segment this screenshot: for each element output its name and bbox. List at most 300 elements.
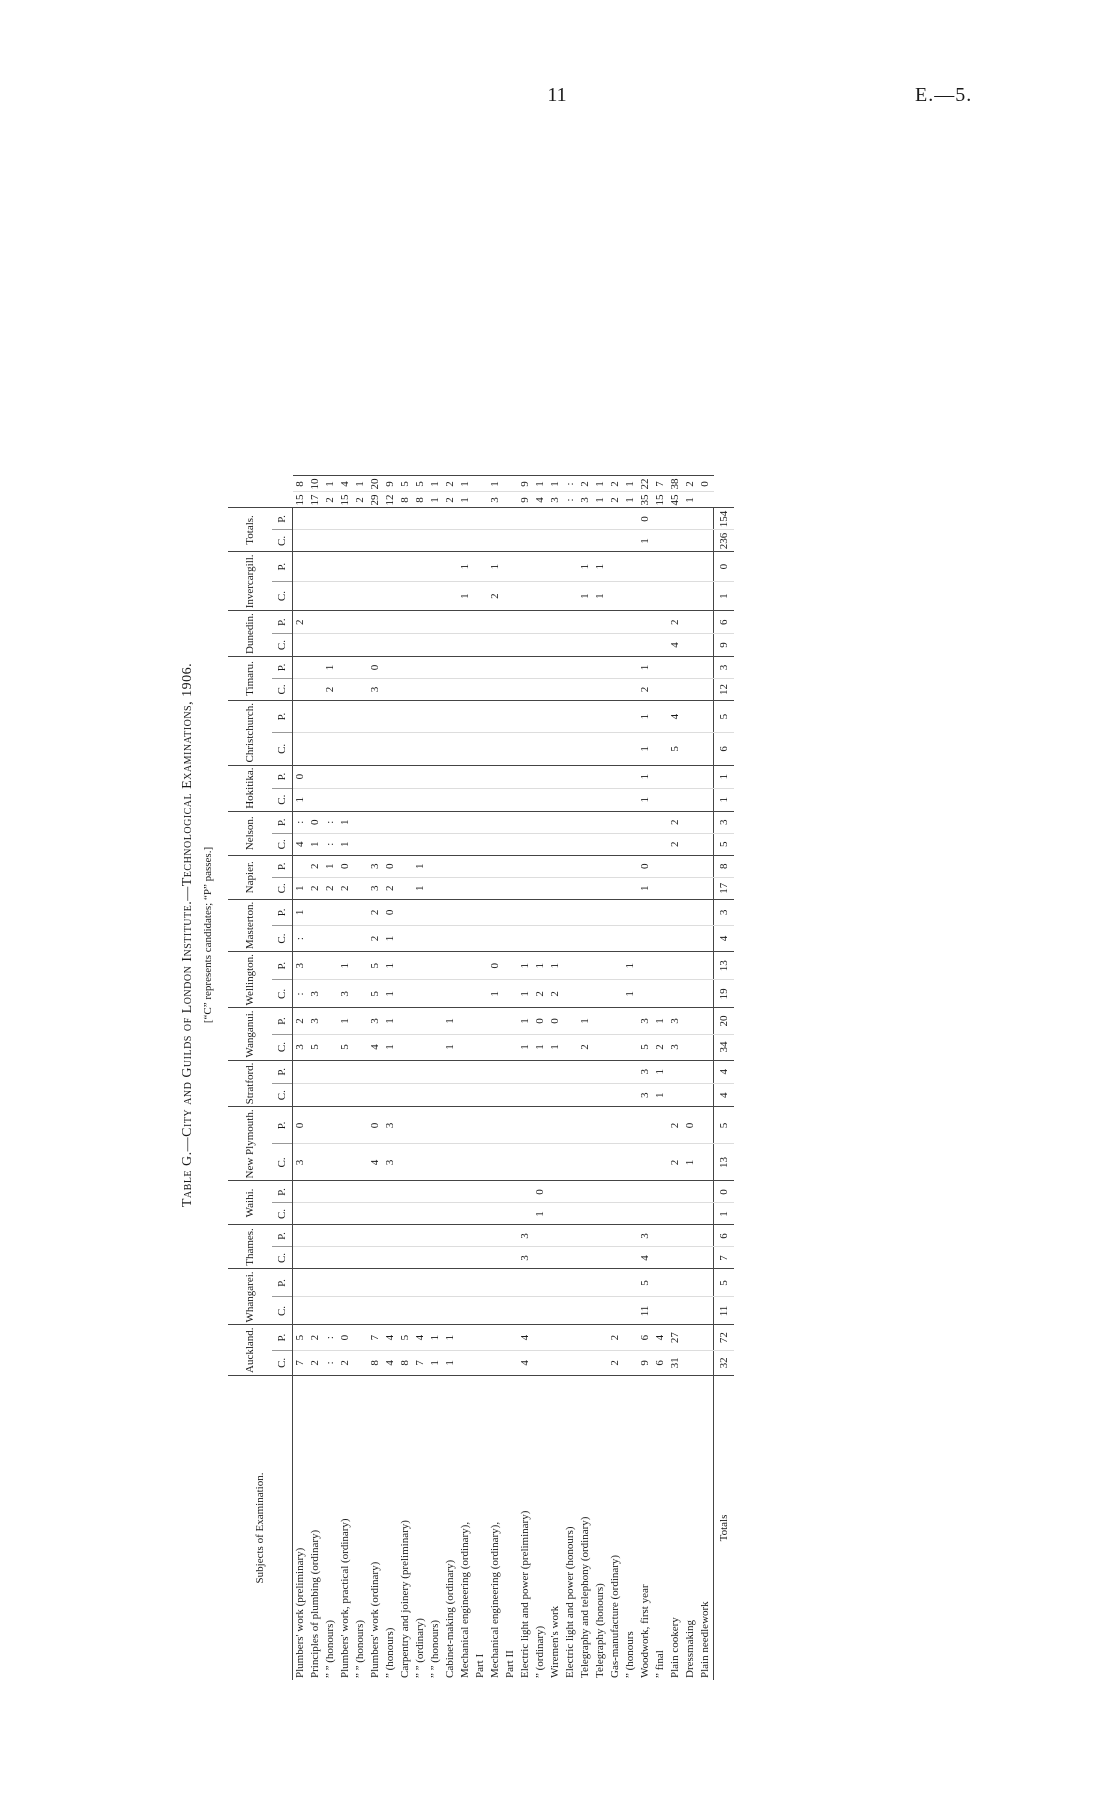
value-cell: 0 — [698, 476, 714, 492]
value-cell — [383, 1060, 398, 1083]
value-cell — [563, 1144, 578, 1181]
value-cell — [488, 855, 503, 877]
value-cell: 35 — [638, 492, 653, 508]
candidates-header: C. — [272, 925, 293, 951]
value-cell — [473, 952, 488, 980]
value-cell: 3 — [383, 1144, 398, 1181]
value-cell — [623, 1084, 638, 1107]
value-cell: 3 — [638, 1008, 653, 1034]
value-cell — [488, 1269, 503, 1297]
value-cell — [593, 1060, 608, 1083]
value-cell: 15 — [653, 492, 668, 508]
value-cell: 6 — [638, 1325, 653, 1350]
value-cell: 2 — [323, 492, 338, 508]
value-cell — [293, 678, 309, 700]
value-cell — [683, 1269, 698, 1297]
value-cell — [503, 1060, 518, 1083]
value-cell — [488, 530, 503, 552]
value-cell — [308, 1084, 323, 1107]
value-cell: 1 — [623, 492, 638, 508]
value-cell — [518, 700, 533, 732]
value-cell — [293, 1181, 309, 1203]
value-cell — [488, 1247, 503, 1269]
value-cell — [323, 952, 338, 980]
value-cell — [653, 925, 668, 951]
value-cell — [503, 1325, 518, 1350]
value-cell — [533, 788, 548, 811]
value-cell — [698, 530, 714, 552]
value-cell — [428, 678, 443, 700]
value-cell — [683, 1181, 698, 1203]
value-cell — [383, 611, 398, 634]
value-cell — [353, 1203, 368, 1225]
value-cell — [413, 733, 428, 765]
value-cell — [293, 530, 309, 552]
value-cell — [503, 1107, 518, 1144]
value-cell — [593, 765, 608, 788]
value-cell — [518, 634, 533, 657]
value-cell: 2 — [608, 492, 623, 508]
table-row — [623, 476, 638, 1680]
value-cell — [623, 1269, 638, 1297]
value-cell — [683, 788, 698, 811]
value-cell: 9 — [383, 476, 398, 492]
value-cell — [338, 925, 353, 951]
value-cell — [473, 899, 488, 925]
value-cell — [308, 700, 323, 732]
value-cell — [518, 855, 533, 877]
subject-cell: Electric light and power (preliminary) — [518, 1376, 533, 1681]
value-cell: 1 — [443, 1325, 458, 1350]
value-cell — [473, 492, 488, 508]
value-cell — [473, 1269, 488, 1297]
value-cell — [563, 700, 578, 732]
value-cell — [428, 1203, 443, 1225]
value-cell — [548, 1269, 563, 1297]
value-cell — [368, 833, 383, 855]
value-cell — [368, 765, 383, 788]
value-cell — [698, 1008, 714, 1034]
value-cell — [323, 1107, 338, 1144]
value-cell — [458, 788, 473, 811]
value-cell: 236 — [714, 530, 735, 552]
value-cell — [533, 1269, 548, 1297]
value-cell: 1 — [518, 1008, 533, 1034]
value-cell: 2 — [293, 611, 309, 634]
table-subtitle: [“C” represents candidates; “P” passes.] — [202, 846, 214, 1024]
value-cell: 29 — [368, 492, 383, 508]
value-cell — [533, 1325, 548, 1350]
value-cell — [698, 634, 714, 657]
value-cell — [458, 855, 473, 877]
value-cell — [458, 877, 473, 899]
value-cell — [608, 925, 623, 951]
value-cell — [548, 855, 563, 877]
value-cell — [638, 899, 653, 925]
value-cell — [563, 733, 578, 765]
value-cell — [623, 765, 638, 788]
value-cell: 11 — [638, 1297, 653, 1325]
value-cell — [548, 700, 563, 732]
value-cell: 4 — [638, 1247, 653, 1269]
value-cell — [578, 634, 593, 657]
value-cell — [338, 508, 353, 530]
passes-header: P. — [272, 611, 293, 634]
value-cell: 0 — [714, 552, 735, 581]
value-cell — [623, 1225, 638, 1247]
table-row — [443, 476, 458, 1680]
centre-header: New Plymouth. — [228, 1107, 272, 1181]
value-cell: 1 — [338, 833, 353, 855]
value-cell — [473, 678, 488, 700]
value-cell: 2 — [668, 1107, 683, 1144]
value-cell — [578, 899, 593, 925]
value-cell — [428, 811, 443, 833]
value-cell — [428, 634, 443, 657]
value-cell: 1 — [548, 1034, 563, 1060]
table-row — [428, 476, 443, 1680]
value-cell — [608, 552, 623, 581]
value-cell — [458, 508, 473, 530]
value-cell — [563, 1350, 578, 1375]
value-cell — [383, 833, 398, 855]
value-cell — [593, 678, 608, 700]
value-cell — [338, 1247, 353, 1269]
value-cell — [308, 1060, 323, 1083]
subject-cell: ” ” (honours) — [323, 1376, 338, 1681]
value-cell — [323, 733, 338, 765]
value-cell — [548, 925, 563, 951]
candidates-header: C. — [272, 530, 293, 552]
value-cell — [593, 788, 608, 811]
value-cell — [548, 1203, 563, 1225]
value-cell — [458, 1181, 473, 1203]
value-cell — [443, 765, 458, 788]
value-cell — [503, 1297, 518, 1325]
value-cell — [443, 508, 458, 530]
value-cell — [653, 508, 668, 530]
value-cell — [383, 811, 398, 833]
value-cell — [353, 552, 368, 581]
value-cell: 1 — [593, 492, 608, 508]
passes-header: P. — [272, 855, 293, 877]
value-cell — [578, 1181, 593, 1203]
table-row — [698, 476, 714, 1680]
value-cell — [323, 1181, 338, 1203]
value-cell — [533, 678, 548, 700]
value-cell: : — [323, 833, 338, 855]
value-cell — [413, 899, 428, 925]
value-cell: 4 — [653, 1325, 668, 1350]
value-cell — [563, 1297, 578, 1325]
value-cell — [488, 1225, 503, 1247]
value-cell — [458, 634, 473, 657]
value-cell: 7 — [653, 476, 668, 492]
value-cell — [578, 1225, 593, 1247]
value-cell — [638, 611, 653, 634]
value-cell — [428, 1060, 443, 1083]
value-cell — [593, 1247, 608, 1269]
passes-header: P. — [272, 1060, 293, 1083]
value-cell — [353, 611, 368, 634]
value-cell — [578, 833, 593, 855]
table-title-text: —City and Guilds of London Institute.—Technological Examinations, 1906. — [180, 662, 195, 1152]
value-cell: 1 — [533, 1203, 548, 1225]
value-cell — [683, 1297, 698, 1325]
value-cell — [353, 1269, 368, 1297]
table-row — [488, 476, 503, 1680]
value-cell — [368, 1084, 383, 1107]
value-cell — [368, 811, 383, 833]
value-cell — [563, 530, 578, 552]
value-cell — [623, 788, 638, 811]
value-cell — [383, 656, 398, 678]
table-body — [293, 476, 735, 1680]
table-row — [563, 476, 578, 1680]
value-cell — [578, 980, 593, 1008]
value-cell — [608, 877, 623, 899]
table-row — [413, 476, 428, 1680]
value-cell — [353, 925, 368, 951]
value-cell — [488, 877, 503, 899]
value-cell — [533, 811, 548, 833]
value-cell: 1 — [383, 925, 398, 951]
value-cell: 19 — [714, 980, 735, 1008]
value-cell — [563, 765, 578, 788]
value-cell — [488, 733, 503, 765]
value-cell — [443, 1203, 458, 1225]
value-cell — [443, 634, 458, 657]
value-cell: 3 — [668, 1008, 683, 1034]
value-cell — [548, 788, 563, 811]
value-cell — [548, 1144, 563, 1181]
value-cell: 5 — [338, 1034, 353, 1060]
value-cell — [353, 980, 368, 1008]
value-cell — [458, 1084, 473, 1107]
value-cell — [398, 1269, 413, 1297]
value-cell — [428, 833, 443, 855]
value-cell: 20 — [714, 1008, 735, 1034]
subject-cell: Telegraphy (honours) — [593, 1376, 608, 1681]
value-cell: 9 — [638, 1350, 653, 1375]
value-cell — [518, 925, 533, 951]
value-cell — [698, 925, 714, 951]
value-cell: 1 — [413, 877, 428, 899]
value-cell — [308, 634, 323, 657]
value-cell — [443, 1269, 458, 1297]
value-cell — [428, 1084, 443, 1107]
table-row — [668, 476, 683, 1680]
value-cell: 3 — [368, 855, 383, 877]
value-cell — [533, 833, 548, 855]
value-cell — [368, 1269, 383, 1297]
candidates-header: C. — [272, 980, 293, 1008]
value-cell — [698, 1247, 714, 1269]
value-cell — [368, 1225, 383, 1247]
value-cell — [353, 530, 368, 552]
value-cell — [353, 952, 368, 980]
value-cell — [623, 611, 638, 634]
value-cell: 4 — [413, 1325, 428, 1350]
value-cell — [698, 1203, 714, 1225]
value-cell — [548, 1084, 563, 1107]
page-number: 11 — [547, 84, 567, 106]
value-cell — [593, 833, 608, 855]
value-cell: 2 — [368, 925, 383, 951]
value-cell: 0 — [338, 855, 353, 877]
value-cell — [308, 508, 323, 530]
value-cell — [608, 765, 623, 788]
value-cell: 1 — [383, 1034, 398, 1060]
value-cell — [623, 833, 638, 855]
value-cell — [473, 700, 488, 732]
value-cell — [488, 611, 503, 634]
value-cell — [518, 899, 533, 925]
value-cell — [578, 656, 593, 678]
value-cell — [503, 678, 518, 700]
value-cell — [308, 1269, 323, 1297]
value-cell — [473, 1008, 488, 1034]
value-cell: 2 — [383, 877, 398, 899]
value-cell: 2 — [443, 492, 458, 508]
value-cell — [578, 1325, 593, 1350]
value-cell — [578, 1084, 593, 1107]
value-cell — [353, 1297, 368, 1325]
value-cell — [518, 1084, 533, 1107]
value-cell: 34 — [714, 1034, 735, 1060]
value-cell — [683, 1350, 698, 1375]
candidates-header: C. — [272, 1034, 293, 1060]
value-cell — [428, 1107, 443, 1144]
value-cell: 1 — [623, 952, 638, 980]
value-cell — [338, 1225, 353, 1247]
value-cell — [503, 788, 518, 811]
value-cell: 3 — [714, 811, 735, 833]
value-cell — [413, 530, 428, 552]
table-title — [180, 170, 196, 1700]
value-cell — [608, 1144, 623, 1181]
value-cell: 1 — [623, 476, 638, 492]
value-cell — [623, 1060, 638, 1083]
value-cell — [593, 733, 608, 765]
value-cell — [503, 1181, 518, 1203]
value-cell: 8 — [398, 1350, 413, 1375]
value-cell — [563, 899, 578, 925]
value-cell — [698, 1144, 714, 1181]
value-cell — [398, 899, 413, 925]
value-cell: 0 — [293, 1107, 309, 1144]
value-cell — [578, 1269, 593, 1297]
value-cell — [533, 1297, 548, 1325]
value-cell — [338, 1269, 353, 1297]
value-cell — [503, 980, 518, 1008]
table-row — [503, 476, 518, 1680]
value-cell: 3 — [638, 1060, 653, 1083]
value-cell — [398, 1008, 413, 1034]
value-cell — [653, 733, 668, 765]
value-cell — [503, 952, 518, 980]
value-cell — [593, 1203, 608, 1225]
value-cell — [488, 1034, 503, 1060]
value-cell — [578, 1350, 593, 1375]
value-cell — [608, 656, 623, 678]
value-cell — [593, 1350, 608, 1375]
value-cell — [503, 1008, 518, 1034]
passes-header: P. — [272, 700, 293, 732]
value-cell — [563, 611, 578, 634]
value-cell — [608, 530, 623, 552]
value-cell — [473, 1203, 488, 1225]
value-cell — [653, 811, 668, 833]
value-cell — [563, 1084, 578, 1107]
value-cell: 1 — [338, 811, 353, 833]
value-cell — [458, 1269, 473, 1297]
value-cell: 8 — [413, 492, 428, 508]
value-cell: 6 — [653, 1350, 668, 1375]
value-cell — [698, 678, 714, 700]
value-cell — [698, 980, 714, 1008]
candidates-header: C. — [272, 581, 293, 610]
value-cell: 1 — [638, 788, 653, 811]
value-cell — [683, 1084, 698, 1107]
value-cell: 1 — [518, 980, 533, 1008]
value-cell: 1 — [638, 765, 653, 788]
value-cell: 4 — [383, 1350, 398, 1375]
value-cell — [338, 1060, 353, 1083]
value-cell — [683, 925, 698, 951]
value-cell — [353, 788, 368, 811]
value-cell — [518, 1144, 533, 1181]
value-cell — [593, 1107, 608, 1144]
value-cell — [533, 581, 548, 610]
value-cell — [548, 1350, 563, 1375]
value-cell: 1 — [548, 476, 563, 492]
value-cell — [443, 611, 458, 634]
value-cell — [548, 1297, 563, 1325]
value-cell — [578, 765, 593, 788]
value-cell — [443, 952, 458, 980]
value-cell — [683, 899, 698, 925]
value-cell: 6 — [714, 611, 735, 634]
value-cell — [413, 1034, 428, 1060]
value-cell: 15 — [293, 492, 309, 508]
value-cell: 4 — [714, 925, 735, 951]
value-cell — [623, 925, 638, 951]
value-cell — [563, 788, 578, 811]
value-cell — [698, 899, 714, 925]
value-cell — [353, 678, 368, 700]
value-cell — [413, 925, 428, 951]
value-cell — [683, 634, 698, 657]
value-cell — [398, 1034, 413, 1060]
value-cell — [578, 952, 593, 980]
candidates-header: C. — [272, 1247, 293, 1269]
value-cell: 5 — [368, 952, 383, 980]
value-cell — [503, 476, 518, 492]
value-cell — [563, 1060, 578, 1083]
value-cell — [488, 700, 503, 732]
value-cell — [578, 530, 593, 552]
value-cell: 0 — [714, 1181, 735, 1203]
value-cell: 1 — [458, 492, 473, 508]
value-cell: : — [293, 925, 309, 951]
value-cell — [698, 765, 714, 788]
value-cell: 8 — [398, 492, 413, 508]
value-cell — [428, 765, 443, 788]
value-cell: 7 — [368, 1325, 383, 1350]
value-cell — [518, 552, 533, 581]
value-cell — [653, 1269, 668, 1297]
